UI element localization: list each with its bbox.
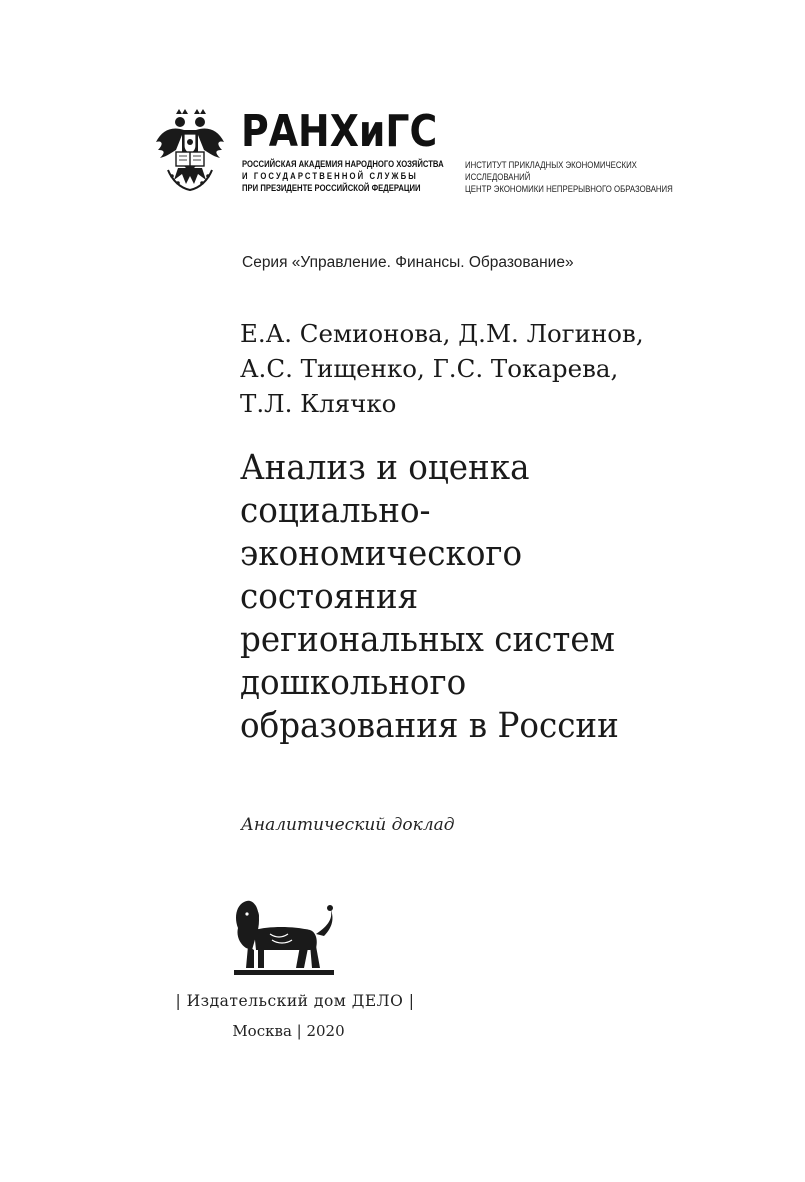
title-line: экономического bbox=[240, 534, 523, 574]
imprint-city-year: Москва | 2020 bbox=[232, 1022, 345, 1040]
institute-line: ИНСТИТУТ ПРИКЛАДНЫХ ЭКОНОМИЧЕСКИХ bbox=[465, 160, 637, 170]
title-line: состояния bbox=[240, 577, 419, 617]
org-full-line: РОССИЙСКАЯ АКАДЕМИЯ НАРОДНОГО ХОЗЯЙСТВА bbox=[242, 158, 444, 169]
publisher-name: | Издательский дом ДЕЛО | bbox=[175, 992, 415, 1010]
title-line: Анализ и оценка bbox=[240, 448, 530, 488]
org-full-name bbox=[242, 158, 444, 194]
org-full-line: ПРИ ПРЕЗИДЕНТЕ РОССИЙСКОЙ ФЕДЕРАЦИИ bbox=[242, 182, 421, 193]
authors-list bbox=[240, 316, 644, 421]
title-line: дошкольного bbox=[240, 663, 467, 703]
institute-block bbox=[465, 159, 673, 195]
title-line: социально- bbox=[240, 491, 431, 531]
institute-line: ЦЕНТР ЭКОНОМИКИ НЕПРЕРЫВНОГО ОБРАЗОВАНИЯ bbox=[465, 184, 673, 194]
document-type: Аналитический доклад bbox=[241, 815, 455, 835]
org-full-line: И ГОСУДАРСТВЕННОЙ СЛУЖБЫ bbox=[242, 170, 418, 181]
authors-line: Т.Л. Клячко bbox=[240, 389, 397, 418]
title-line: региональных систем bbox=[240, 620, 615, 660]
title-line: образования в России bbox=[240, 706, 619, 746]
institute-line: ИССЛЕДОВАНИЙ bbox=[465, 172, 531, 182]
lion-logo-icon bbox=[230, 896, 345, 980]
book-title bbox=[240, 447, 619, 748]
authors-line: Е.А. Семионова, Д.М. Логинов, bbox=[240, 319, 644, 348]
series-name: Серия «Управление. Финансы. Образование» bbox=[242, 254, 574, 271]
eagle-emblem-icon bbox=[154, 108, 226, 192]
org-abbreviation: РАНХиГС bbox=[241, 106, 438, 157]
authors-line: А.С. Тищенко, Г.С. Токарева, bbox=[240, 354, 619, 383]
